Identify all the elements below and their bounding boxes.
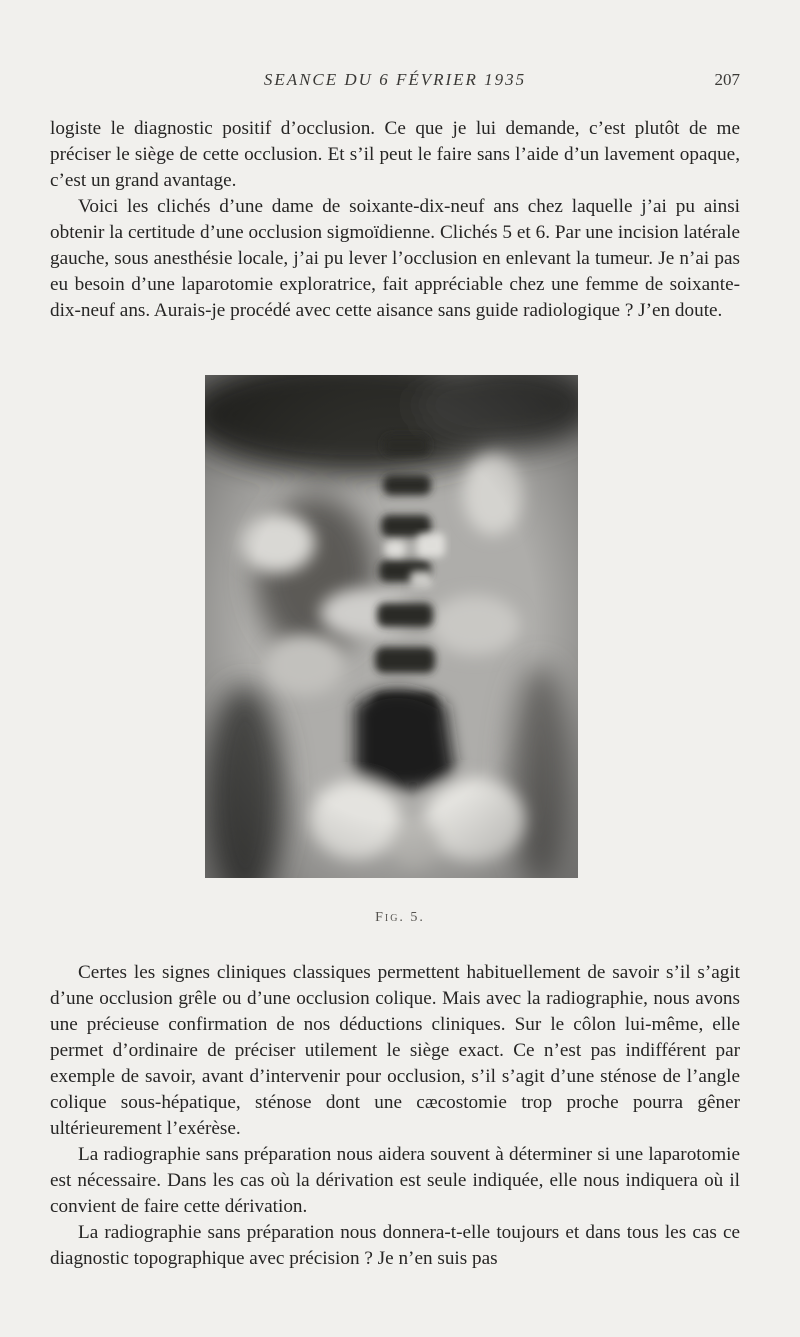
body-text-top — [50, 116, 740, 324]
figure-caption: Fig. 5. — [375, 910, 425, 925]
xray-figure — [205, 375, 578, 878]
running-title: SEANCE DU 6 FÉVRIER 1935 — [263, 70, 527, 89]
paragraph: La radiographie sans préparation nous aidera souvent à déterminer si une laparotomie est nécessaire. Dans les cas où la dérivation est seule indiquée, elle nous indiquera où il convient de faire cette dérivation. — [50, 1144, 740, 1217]
body-text-bottom — [50, 960, 740, 1272]
paragraph: Voici les clichés d’une dame de soixante-dix-neuf ans chez laquelle j’ai pu ainsi obtenir la certitude d’une occlusion sigmoïdienne. Clichés 5 et 6. Par une incision latérale gauche, sous anesthésie locale, j’ai pu lever l’occlusion en enlevant la tumeur. Je n’ai pas eu besoin d’une laparotomie exploratrice, fait appréciable chez une femme de soixante-dix-neuf ans. Aurais-je procédé avec cette aisance sans guide radiologique ? J’en doute. — [50, 196, 740, 321]
paragraph: logiste le diagnostic positif d’occlusion. Ce que je lui demande, c’est plutôt de me préciser le siège de cette occlusion. Et s’il peut le faire sans l’aide d’un lavement opaque, c’est un grand avantage. — [50, 118, 740, 191]
paragraph: Certes les signes cliniques classiques permettent habituellement de savoir s’il s’agit d’une occlusion grêle ou d’une occlusion colique. Mais avec la radiographie, nous avons une précieuse confirmation de nos déductions cliniques. Sur le côlon lui-même, elle permet d’ordinaire de préciser utilement le siège exact. Ce n’est pas indifférent par exemple de savoir, avant d’intervenir pour occlusion, s’il s’agit d’une sténose de l’angle colique sous-hépatique, sténose dont une cæcostomie trop proche pourra gêner ultérieurement l’exérèse. — [50, 962, 740, 1139]
page-number: 207 — [714, 70, 740, 89]
page-header — [50, 70, 740, 96]
xray-image — [205, 375, 578, 878]
paragraph: La radiographie sans préparation nous donnera-t-elle toujours et dans tous les cas ce diagnostic topographique avec précision ? Je n’en suis pas — [50, 1222, 740, 1269]
